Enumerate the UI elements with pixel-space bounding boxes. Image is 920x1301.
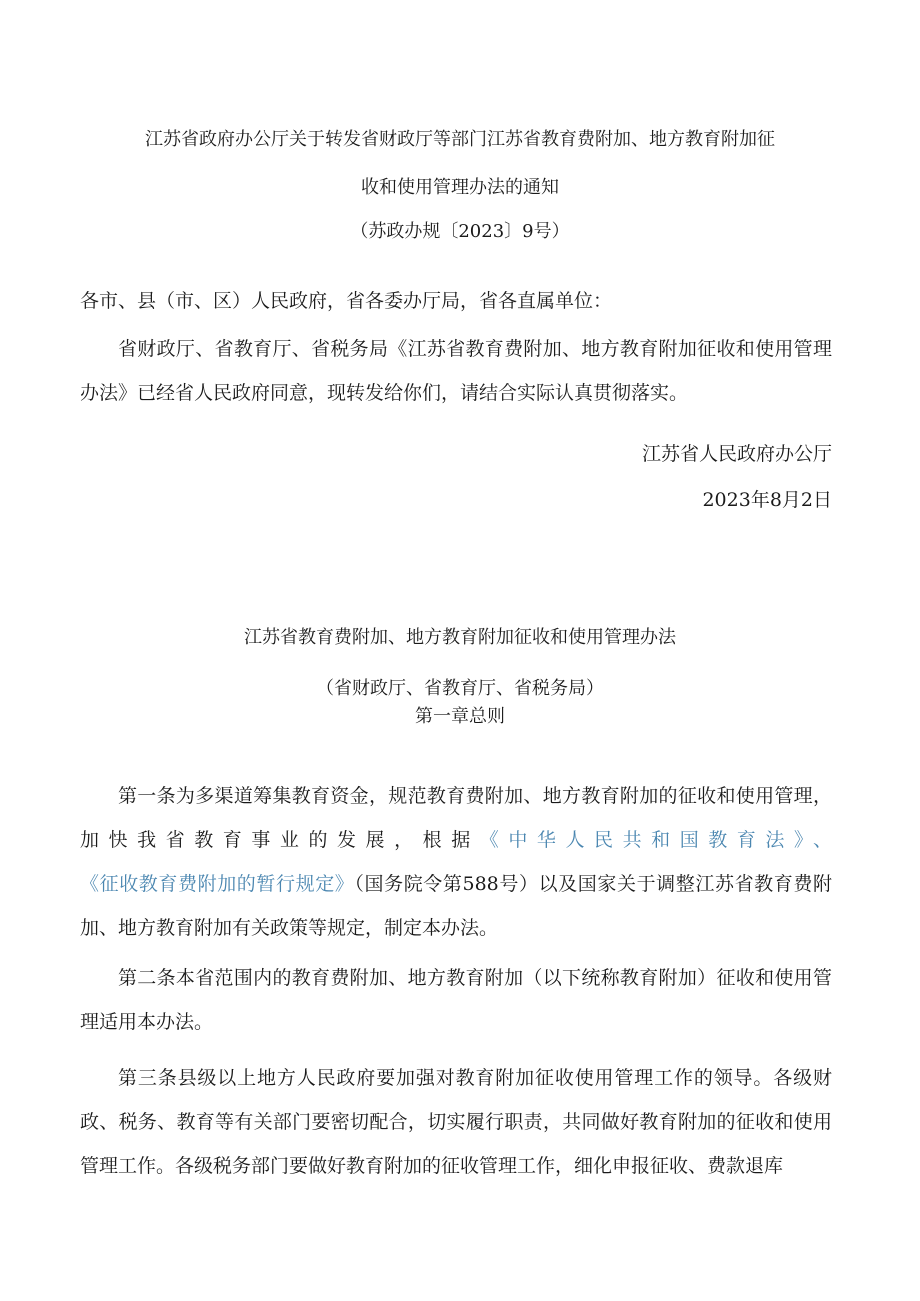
notice-body: 省财政厅、省教育厅、省税务局《江苏省教育费附加、地方教育附加征收和使用管理办法》已经省人民政府同意，现转发给你们，请结合实际认真贯彻落实。 — [80, 338, 832, 404]
article-1-tail: （国务院令第588号）以及国家关于调整江苏省教育费附加、地方教育附加有关政策等规定，制定本办法。 — [80, 873, 832, 939]
article-1 — [80, 774, 832, 950]
issue-date: 2023年8月2日 — [702, 489, 832, 511]
article-1-lead: 第一条为多渠道筹集教育资金，规范教育费附加、地方教育附加的征收和使用管理，加快我省教育事业的发展，根据 — [80, 785, 832, 851]
issuer: 江苏省人民政府办公厅 — [641, 443, 832, 465]
reference-separator: 、 — [812, 829, 832, 851]
measures-title: 江苏省教育费附加、地方教育附加征收和使用管理办法 — [244, 627, 676, 648]
issuing-departments: （省财政厅、省教育厅、省税务局） — [316, 678, 604, 699]
notice-title-line1: 江苏省政府办公厅关于转发省财政厅等部门江苏省教育费附加、地方教育附加征 — [145, 129, 775, 150]
notice-title-line2: 收和使用管理办法的通知 — [361, 177, 559, 198]
education-law-link[interactable]: 《中华人民共和国教育法》 — [479, 829, 813, 851]
chapter-heading: 第一章总则 — [415, 706, 505, 727]
article-3: 第三条县级以上地方人民政府要加强对教育附加征收使用管理工作的领导。各级财政、税务、教育等有关部门要密切配合，切实履行职责，共同做好教育附加的征收和使用管理工作。各级税务部门要做好教育附加的征收管理工作，细化申报征收、费款退库 — [80, 1067, 832, 1177]
addressee: 各市、县（市、区）人民政府，省各委办厅局，省各直属单位： — [80, 290, 613, 312]
education-surcharge-regulation-link[interactable]: 《征收教育费附加的暂行规定》 — [80, 873, 355, 895]
article-2: 第二条本省范围内的教育费附加、地方教育附加（以下统称教育附加）征收和使用管理适用本办法。 — [80, 967, 832, 1033]
doc-number: （苏政办规〔2023〕9号） — [350, 221, 570, 242]
